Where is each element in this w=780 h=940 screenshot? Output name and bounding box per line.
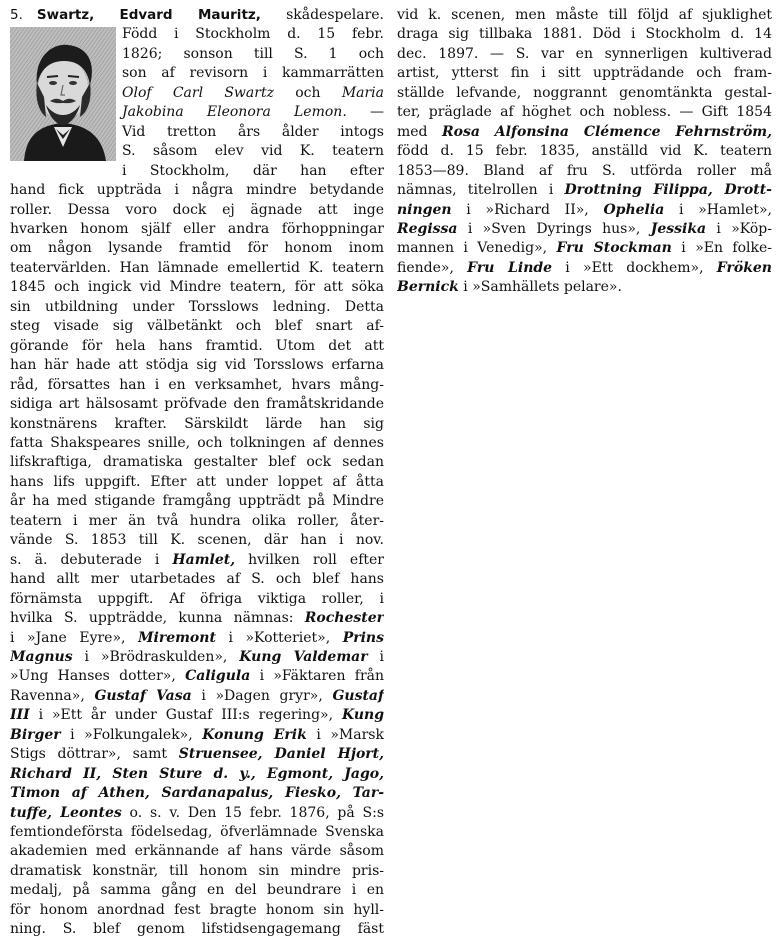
text-line: ställde lefvande, noggrannt genomtänkta gestal- [397, 84, 772, 101]
name-ref: Maria [341, 84, 384, 101]
text-line: sin utbildning under Torsslows ledning. Detta [10, 298, 384, 315]
text-run: i »Marsk [306, 726, 384, 743]
role-name: Birger [10, 726, 61, 743]
text-line: 1826; sonson till S. 1 och [122, 45, 384, 62]
text-line: 1853—89. Bland af fru S. utförda roller må [397, 162, 772, 179]
entry-number: 5. [10, 7, 23, 23]
role-name: Fru Linde [467, 259, 553, 276]
text-run: »Ung Hanses dotter», [10, 668, 186, 685]
role-name: Gustaf Vasa [94, 687, 192, 704]
text-line [10, 745, 384, 764]
entry-surname: Swartz, [36, 7, 95, 23]
text-run: s. ä. debuterade i [10, 551, 173, 568]
text-run: fiende», [397, 259, 468, 276]
name-ref: Olof Carl Swartz [122, 84, 274, 101]
text-run: hvilken roll efter [235, 551, 384, 568]
role-name: III [10, 707, 30, 724]
text-run: med [397, 123, 442, 140]
text-run: i »Fäktaren från [250, 668, 384, 685]
text-line [397, 123, 772, 142]
text-line [10, 648, 384, 667]
text-line: 1845 och ingick vid Mindre teatern, för att söka [10, 279, 384, 296]
text-line: hand fick uppträda i några mindre betydande [10, 182, 384, 199]
name-ref: Rosa Alfonsina Clémence Fehrnström, [441, 123, 772, 140]
text-line: ning. S. blef genom lifstidsengagemang fäst [10, 921, 384, 938]
text-run: i [367, 648, 384, 665]
text-line: görande för hela hans framtid. Utom det att [10, 337, 384, 354]
text-line: hans lifs uppgift. Efter att under loppet af åtta [10, 473, 384, 490]
text-line [10, 687, 384, 706]
text-line: i Stockholm, där han efter [122, 162, 384, 179]
text-line [397, 278, 772, 297]
text-line: Richard II, Sten Sture d. y., Egmont, Jago, [10, 765, 384, 782]
text-line: ter, präglade af höghet och nobless. — Gift 1854 [397, 104, 772, 121]
text-line: medalj, på samma gång en del beundrare i en [10, 882, 384, 899]
text-run: i »Richard II», [451, 201, 604, 218]
text-line: dec. 1897. — S. var en synnerligen kultiverad [397, 45, 772, 62]
text-run: Ravenna», [10, 687, 95, 704]
text-line: lifskraftiga, dramatiska gestalter blef ock sedan [10, 454, 384, 471]
text-line [10, 103, 384, 122]
entry-occupation: skådespelare. [286, 7, 384, 23]
text-run: i »Folkungalek», [60, 726, 203, 743]
text-line: vid k. scenen, men måste till följd af sjuklighet [397, 7, 772, 23]
name-ref: Jakobina Eleonora Lemon [122, 104, 343, 121]
role-name: Hamlet, [172, 551, 236, 568]
role-name: Konung Erik [202, 726, 307, 743]
text-line: Timon af Athen, Sardanapalus, Fiesko, Tar- [10, 785, 384, 802]
text-run: i »Kotteriet», [215, 629, 343, 646]
text-line [397, 181, 772, 200]
text-run: hvilka S. uppträdde, kunna nämnas: [10, 610, 305, 627]
text-line: råd, försattes han i en verksamhet, hvars mång- [10, 376, 384, 393]
text-line [397, 220, 772, 239]
text-run: Stigs döttrar», samt [10, 746, 179, 763]
text-run: i »Samhällets pelare». [458, 279, 622, 296]
role-name: ningen [397, 201, 452, 218]
right-column [397, 6, 772, 298]
text-run: i »Ett dockhem», [552, 259, 717, 276]
text-line: akademien med erkännande af hans värde såsom [10, 843, 384, 860]
text-line: hand allt mer utarbetades af S. och blef hans [10, 571, 384, 588]
text-run: . — [342, 104, 384, 121]
text-run: och [273, 84, 342, 101]
text-line [10, 609, 384, 628]
text-line: konstnärens krafter. Särskildt lärde han sig [10, 415, 384, 432]
text-line [10, 706, 384, 725]
text-run: i »Dagen gryr», [191, 687, 333, 704]
text-line [10, 84, 384, 103]
text-line [10, 667, 384, 686]
text-line: S. såsom elev vid K. teatern [122, 143, 384, 160]
text-line: om någon lysande framtid för honom inom [10, 240, 384, 257]
text-line: vände S. 1853 till K. scenen, där han i nov. [10, 532, 384, 549]
role-name: Caligula [185, 668, 251, 685]
text-line [397, 239, 772, 258]
text-line: artist, ytterst fin i sitt uppträdande och fram- [397, 65, 772, 82]
text-run: i »Jane Eyre», [10, 629, 139, 646]
text-line: född d. 15 febr. 1835, anställd vid K. teatern [397, 143, 772, 160]
text-line: femtiondeförsta födelsedag, öfverlämnade Svenska [10, 824, 384, 841]
role-name: Fröken [716, 259, 772, 276]
text-run: i »Hamlet», [664, 201, 772, 218]
role-name: Prins [342, 629, 384, 646]
text-line: draga sig tillbaka 1881. Död i Stockholm d. 14 [397, 26, 772, 43]
role-name: Jessika [650, 220, 707, 237]
text-line: teatern i mer än två hundra olika roller, åter- [10, 512, 384, 529]
text-line: steg visade sig välbetänkt och blef snart af- [10, 318, 384, 335]
text-run: o. s. v. Den 15 febr. 1876, på S:s [121, 804, 384, 821]
text-line: år ha med stigande framgång uppträdt på Mindre [10, 493, 384, 510]
entry-heading [10, 6, 384, 25]
role-name: Regissa [397, 220, 458, 237]
left-column [10, 6, 384, 940]
text-line: för honom anordnad fest bragte honom sin hyll- [10, 901, 384, 918]
text-run: i »Brödraskulden», [72, 648, 240, 665]
role-name: Magnus [10, 648, 73, 665]
role-name: tuffe, Leontes [10, 804, 122, 821]
text-line: sidiga art hälsosamt pröfvade den framåtskridande [10, 396, 384, 413]
text-line [10, 629, 384, 648]
text-line [10, 804, 384, 823]
text-line: son af revisorn i kammarrätten [122, 65, 384, 82]
role-name: Gustaf [332, 687, 384, 704]
text-run: i »Sven Dyrings hus», [457, 220, 651, 237]
text-run: nämnas, titelrollen i [397, 182, 565, 199]
text-line [397, 259, 772, 278]
role-name: Kung Valdemar [239, 648, 368, 665]
text-line: förnämsta uppgift. Af öfriga viktiga roller, i [10, 590, 384, 607]
text-line: fatta Shakspeares snille, och tolkningen af dennes [10, 434, 384, 451]
text-line: teatervärlden. Han lämnade emellertid K. teatern [10, 259, 384, 276]
text-line: hvarken honom själf eller andra förhoppningar [10, 220, 384, 237]
text-line: Vid tretton års ålder intogs [122, 123, 384, 140]
role-name: Drottning Filippa, Drott- [564, 182, 772, 199]
text-line [397, 201, 772, 220]
role-name: Struensee, Daniel Hjort, [178, 746, 384, 763]
role-name: Ophelia [603, 201, 665, 218]
text-run: mannen i Venedig», [397, 240, 557, 257]
entry-given-names: Edvard Mauritz, [119, 7, 261, 23]
text-line: han här hade att stödja sig vid Torsslows erfarna [10, 357, 384, 374]
text-line: dramatisk konstnär, till honom sin mindre pris- [10, 862, 384, 879]
role-name: Rochester [304, 610, 384, 627]
role-name: Fru Stockman [556, 240, 672, 257]
text-run: i »En folke- [671, 240, 772, 257]
text-line: roller. Dessa voro dock ej ägnade att inge [10, 201, 384, 218]
text-run: i »Köp- [706, 220, 772, 237]
role-name: Miremont [138, 629, 216, 646]
text-line [10, 726, 384, 745]
text-line [10, 551, 384, 570]
role-name: Kung [341, 707, 384, 724]
role-name: Bernick [397, 279, 459, 296]
text-line: Född i Stockholm d. 15 febr. [122, 26, 384, 43]
text-run: i »Ett år under Gustaf III:s regering», [29, 707, 342, 724]
